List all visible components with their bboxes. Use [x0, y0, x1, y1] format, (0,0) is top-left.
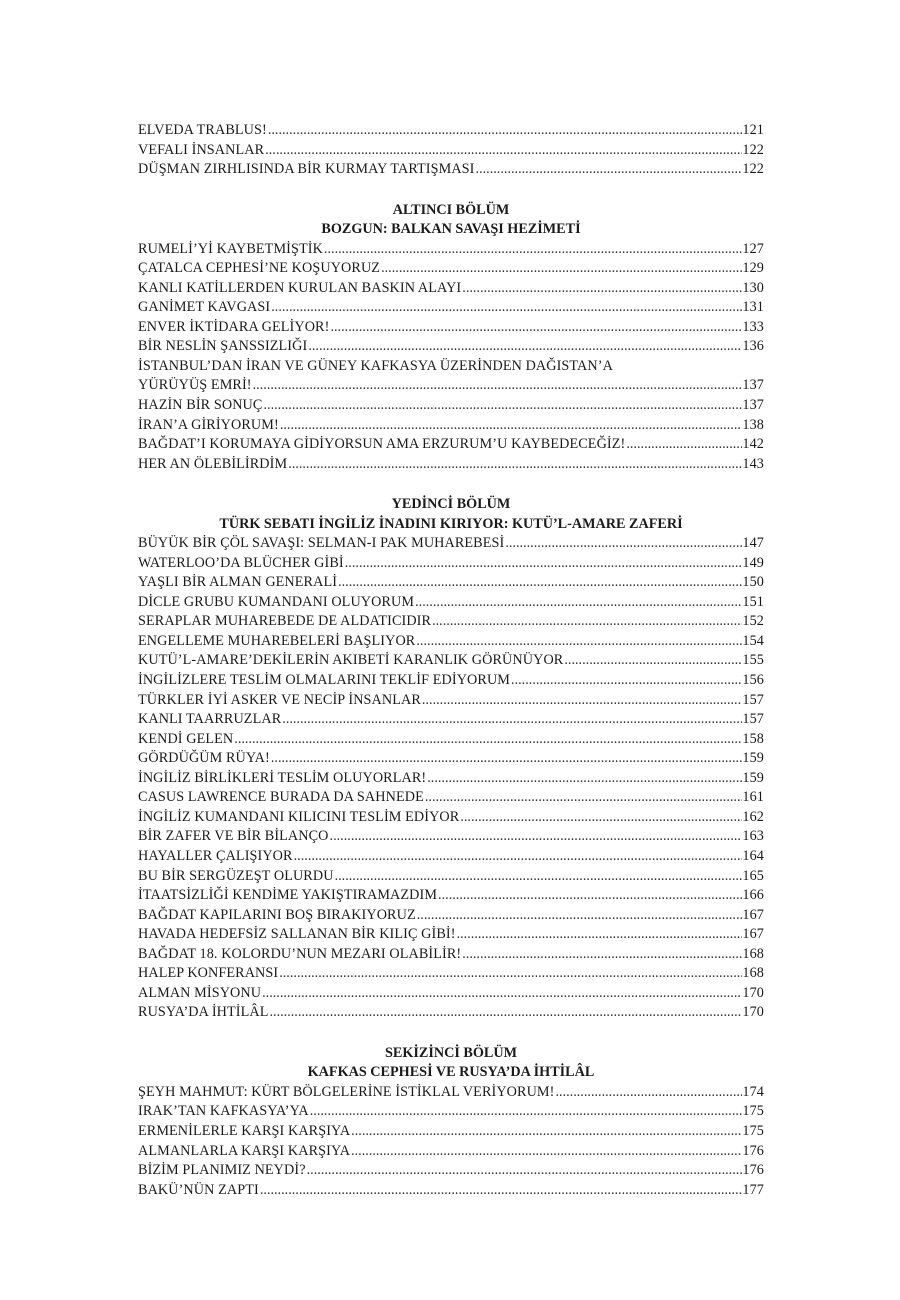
toc-entry-title: KANLI TAARRUZLAR	[138, 711, 282, 728]
toc-entry-page-number: 131	[742, 299, 764, 316]
toc-entry-title: ELVEDA TRABLUS!	[138, 122, 267, 138]
dot-leader	[259, 1181, 743, 1201]
toc-entry-page-number: 159	[742, 750, 764, 767]
toc-entry[interactable]	[138, 906, 764, 926]
toc-entry[interactable]	[138, 945, 764, 965]
toc-entry[interactable]	[138, 730, 764, 750]
chapter-title: TÜRK SEBATI İNGİLİZ İNADINI KIRIYOR: KUTÜ’L-AMARE ZAFERİ	[219, 515, 683, 532]
dot-leader	[416, 906, 743, 926]
dot-leader	[334, 867, 743, 887]
dot-leader	[329, 827, 743, 847]
toc-entry-title: IRAK’TAN KAFKASYA’YA	[138, 1103, 309, 1120]
toc-entry-title: KANLI KATİLLERDEN KURULAN BASKIN ALAYI	[138, 279, 462, 296]
toc-entry-page-number: 176	[742, 1142, 764, 1159]
chapter-heading: SEKİZİNCİ BÖLÜM	[384, 1044, 518, 1061]
toc-entry[interactable]	[138, 593, 764, 613]
dot-leader	[426, 769, 742, 789]
toc-entry[interactable]	[138, 632, 764, 652]
toc-entry-page-number: 167	[742, 926, 764, 943]
toc-entry-page-number: 157	[742, 691, 764, 708]
toc-entry-page-number: 161	[742, 789, 764, 806]
dot-leader	[267, 121, 743, 141]
toc-entry-page-number: 136	[742, 338, 764, 355]
toc-entry[interactable]	[138, 396, 764, 416]
dot-leader	[281, 710, 742, 730]
toc-entry-title: WATERLOO’DA BLÜCHER GİBİ	[138, 554, 344, 571]
toc-entry-page-number: 167	[742, 906, 764, 923]
toc-entry-title: CASUS LAWRENCE BURADA DA SAHNEDE	[138, 789, 424, 806]
chapter-heading: YEDİNCİ BÖLÜM	[391, 496, 511, 513]
dot-leader	[424, 788, 743, 808]
dot-leader	[270, 298, 742, 318]
toc-entry-title: DİCLE GRUBU KUMANDANI OLUYORUM	[138, 593, 415, 610]
toc-entry-page-number: 170	[742, 1004, 764, 1021]
toc-entry-title: İNGİLİZ BİRLİKLERİ TESLİM OLUYORLAR!	[138, 769, 427, 786]
toc-entry-page-number: 147	[742, 535, 764, 552]
toc-entry[interactable]	[138, 925, 764, 945]
toc-entry[interactable]	[138, 240, 764, 260]
chapter-title: BOZGUN: BALKAN SAVAŞI HEZİMETİ	[321, 221, 581, 238]
dot-leader	[510, 671, 742, 691]
toc-entry-page-number: 155	[742, 652, 764, 669]
dot-leader	[306, 1161, 743, 1181]
dot-leader	[252, 376, 743, 396]
toc-entry-page-number: 175	[742, 1103, 764, 1120]
toc-entry-title: ÇATALCA CEPHESİ’NE KOŞUYORUZ	[138, 260, 381, 277]
toc-entry[interactable]	[138, 671, 764, 691]
toc-entry-page-number: 121	[742, 122, 764, 138]
dot-leader	[415, 632, 742, 652]
dot-leader	[421, 691, 742, 711]
toc-entry-page-number: 138	[742, 416, 764, 433]
toc-entry-page-number: 151	[742, 593, 764, 610]
toc-entry-title: BİR ZAFER VE BİR BİLANÇO	[138, 828, 329, 845]
toc-entry[interactable]	[138, 1161, 764, 1181]
dot-leader	[270, 749, 743, 769]
toc-entry[interactable]	[138, 749, 764, 769]
dot-leader	[309, 1102, 743, 1122]
toc-entry-title: HAVADA HEDEFSİZ SALLANAN BİR KILIÇ GİBİ!	[138, 926, 456, 943]
dot-leader	[461, 945, 742, 965]
toc-entry[interactable]	[138, 1122, 764, 1142]
toc-entry[interactable]	[138, 554, 764, 574]
toc-entry[interactable]	[138, 1003, 764, 1023]
toc-entry-page-number: 176	[742, 1162, 764, 1179]
toc-entry[interactable]	[138, 964, 764, 984]
toc-entry-page-number: 152	[742, 613, 764, 630]
toc-entry-page-number: 157	[742, 711, 764, 728]
toc-entry[interactable]	[138, 298, 764, 318]
chapter-heading: ALTINCI BÖLÜM	[392, 201, 510, 218]
toc-entry[interactable]	[138, 279, 764, 299]
toc-entry[interactable]	[138, 141, 764, 161]
dot-leader	[262, 396, 742, 416]
toc-entry-page-number: 142	[742, 436, 764, 453]
toc-entry-page-number: 168	[742, 965, 764, 982]
toc-entry-title: BİR NESLİN ŞANSSIZLIĞI	[138, 338, 308, 355]
dot-leader	[554, 1083, 742, 1103]
toc-entry[interactable]	[138, 827, 764, 847]
toc-entry-title: İNGİLİZ KUMANDANI KILICINI TESLİM EDİYOR	[138, 808, 460, 825]
toc-entry-page-number: 158	[742, 730, 764, 747]
toc-entry-page-number: 130	[742, 279, 764, 296]
dot-leader	[437, 886, 742, 906]
toc-entry-page-number: 170	[742, 984, 764, 1001]
toc-entry-title: BAĞDAT KAPILARINI BOŞ BIRAKIYORUZ	[138, 906, 416, 923]
dot-leader	[563, 651, 742, 671]
toc-entry-page-number: 156	[742, 672, 764, 689]
toc-entry-page-number: 122	[742, 161, 764, 178]
toc-entry[interactable]	[138, 121, 764, 141]
toc-entry-page-number: 175	[742, 1122, 764, 1139]
toc-entry-page-number: 127	[742, 240, 764, 257]
toc-entry-page-number: 177	[742, 1181, 764, 1198]
toc-entry-title: ENGELLEME MUHAREBELERİ BAŞLIYOR	[138, 632, 416, 649]
toc-entry-page-number: 133	[742, 318, 764, 335]
toc-entry-title: HALEP KONFERANSI	[138, 965, 279, 982]
table-of-contents	[138, 121, 764, 1200]
toc-entry-title: İTAATSİZLİĞİ KENDİME YAKIŞTIRAMAZDIM	[138, 887, 438, 904]
toc-entry-page-number: 122	[742, 141, 764, 158]
toc-entry-title: ERMENİLERLE KARŞI KARŞIYA	[138, 1122, 351, 1139]
toc-entry-title: KENDİ GELEN	[138, 730, 234, 747]
toc-entry-page-number: 137	[742, 377, 764, 394]
dot-leader	[287, 455, 742, 475]
dot-leader	[625, 435, 742, 455]
toc-entry[interactable]	[138, 376, 764, 396]
toc-entry-page-number: 162	[742, 808, 764, 825]
toc-entry-page-number: 163	[742, 828, 764, 845]
toc-entry[interactable]	[138, 337, 764, 357]
toc-entry-title: YAŞLI BİR ALMAN GENERALİ	[138, 574, 338, 591]
toc-entry-title: YÜRÜYÜŞ EMRİ!	[138, 377, 252, 394]
toc-entry-page-number: 164	[742, 847, 764, 864]
toc-entry-title: BU BİR SERGÜZEŞT OLURDU	[138, 867, 334, 884]
toc-entry-title: İNGİLİZLERE TESLİM OLMALARINI TEKLİF EDİYORUM	[138, 672, 511, 689]
dot-leader	[293, 847, 743, 867]
toc-entry-title: İRAN’A GİRİYORUM!	[138, 416, 279, 433]
toc-entry-title: ALMANLARLA KARŞI KARŞIYA	[138, 1142, 351, 1159]
dot-leader	[261, 984, 742, 1004]
toc-entry-title: HAZİN BİR SONUÇ	[138, 397, 263, 414]
dot-leader	[461, 279, 742, 299]
toc-entry-title: HER AN ÖLEBİLİRDİM	[138, 455, 288, 472]
toc-entry-title: GANİMET KAVGASI	[138, 299, 271, 316]
dot-leader	[307, 337, 742, 357]
dot-leader	[475, 160, 743, 180]
toc-entry-page-number: 143	[742, 455, 764, 472]
toc-entry[interactable]	[138, 984, 764, 1004]
toc-entry[interactable]	[138, 769, 764, 789]
dot-leader	[459, 808, 742, 828]
toc-entry-title: GÖRDÜĞÜM RÜYA!	[138, 750, 270, 767]
chapter-title: KAFKAS CEPHESİ VE RUSYA’DA İHTİLÂL	[307, 1064, 595, 1081]
toc-entry-title: ALMAN MİSYONU	[138, 984, 262, 1001]
toc-entry-title: KUTÜ’L-AMARE’DEKİLERİN AKIBETİ KARANLIK GÖRÜNÜYOR	[138, 652, 564, 669]
toc-entry-title: HAYALLER ÇALIŞIYOR	[138, 847, 293, 864]
toc-entry-page-number: 166	[742, 887, 764, 904]
toc-entry-title: VEFALI İNSANLAR	[138, 141, 265, 158]
toc-entry-page-number: 165	[742, 867, 764, 884]
toc-entry[interactable]	[138, 416, 764, 436]
toc-entry-title: BÜYÜK BİR ÇÖL SAVAŞI: SELMAN-I PAK MUHAREBESİ	[138, 535, 505, 552]
toc-section	[138, 495, 764, 1023]
toc-entry[interactable]	[138, 691, 764, 711]
toc-entry[interactable]	[138, 1142, 764, 1162]
dot-leader	[344, 554, 743, 574]
toc-entry-page-number: 159	[742, 769, 764, 786]
toc-entry[interactable]	[138, 573, 764, 593]
toc-entry-title: RUMELİ’Yİ KAYBETMİŞTİK	[138, 240, 323, 257]
toc-entry-page-number: 150	[742, 574, 764, 591]
dot-leader	[233, 730, 742, 750]
toc-entry-page-number: 168	[742, 945, 764, 962]
toc-entry[interactable]	[138, 357, 764, 377]
toc-entry-page-number: 149	[742, 554, 764, 571]
toc-entry[interactable]	[138, 534, 764, 554]
toc-entry-page-number: 129	[742, 260, 764, 277]
dot-leader	[456, 925, 743, 945]
toc-entry[interactable]	[138, 886, 764, 906]
toc-entry-page-number: 174	[742, 1083, 764, 1100]
toc-entry[interactable]	[138, 710, 764, 730]
toc-entry[interactable]	[138, 1083, 764, 1103]
toc-entry-title: BAĞDAT’I KORUMAYA GİDİYORSUN AMA ERZURUM’U KAYBEDECEĞİZ!	[138, 436, 626, 453]
dot-leader	[350, 1142, 742, 1162]
toc-entry-title: SERAPLAR MUHAREBEDE DE ALDATICIDIR	[138, 613, 432, 630]
dot-leader	[504, 534, 742, 554]
dot-leader	[350, 1122, 742, 1142]
dot-leader	[268, 1003, 742, 1023]
toc-entry[interactable]	[138, 1102, 764, 1122]
toc-entry[interactable]	[138, 808, 764, 828]
dot-leader	[278, 964, 742, 984]
toc-entry-title: BAĞDAT 18. KOLORDU’NUN MEZARI OLABİLİR!	[138, 945, 462, 962]
toc-entry-title: RUSYA’DA İHTİLÂL	[138, 1004, 269, 1021]
toc-entry-title: TÜRKLER İYİ ASKER VE NECİP İNSANLAR	[138, 691, 421, 708]
dot-leader	[279, 416, 743, 436]
toc-entry[interactable]	[138, 160, 764, 180]
toc-section	[138, 1044, 764, 1200]
toc-entry-title: İSTANBUL’DAN İRAN VE GÜNEY KAFKASYA ÜZERİNDEN DAĞISTAN’A	[138, 357, 613, 374]
toc-section	[138, 121, 764, 180]
dot-leader	[329, 318, 742, 338]
toc-entry-title: DÜŞMAN ZIRHLISINDA BİR KURMAY TARTIŞMASI	[138, 161, 475, 178]
dot-leader	[323, 240, 742, 260]
toc-entry-title: ŞEYH MAHMUT: KÜRT BÖLGELERİNE İSTİKLAL VERİYORUM!	[138, 1083, 555, 1100]
toc-entry-page-number: 154	[742, 632, 764, 649]
toc-entry[interactable]	[138, 788, 764, 808]
dot-leader	[337, 573, 742, 593]
toc-entry[interactable]	[138, 435, 764, 455]
toc-entry-title: BAKÜ’NÜN ZAPTI	[138, 1181, 259, 1198]
toc-entry[interactable]	[138, 455, 764, 475]
toc-entry[interactable]	[138, 651, 764, 671]
toc-entry-title: ENVER İKTİDARA GELİYOR!	[138, 318, 330, 335]
toc-entry[interactable]	[138, 259, 764, 279]
toc-entry-page-number: 137	[742, 397, 764, 414]
toc-entry[interactable]	[138, 847, 764, 867]
dot-leader	[431, 612, 742, 632]
toc-entry[interactable]	[138, 318, 764, 338]
toc-entry[interactable]	[138, 612, 764, 632]
toc-entry[interactable]	[138, 867, 764, 887]
toc-entry[interactable]	[138, 1181, 764, 1201]
dot-leader	[264, 141, 742, 161]
dot-leader	[414, 593, 742, 613]
dot-leader	[380, 259, 742, 279]
toc-entry-title: BİZİM PLANIMIZ NEYDİ?	[138, 1162, 306, 1179]
toc-section	[138, 201, 764, 475]
